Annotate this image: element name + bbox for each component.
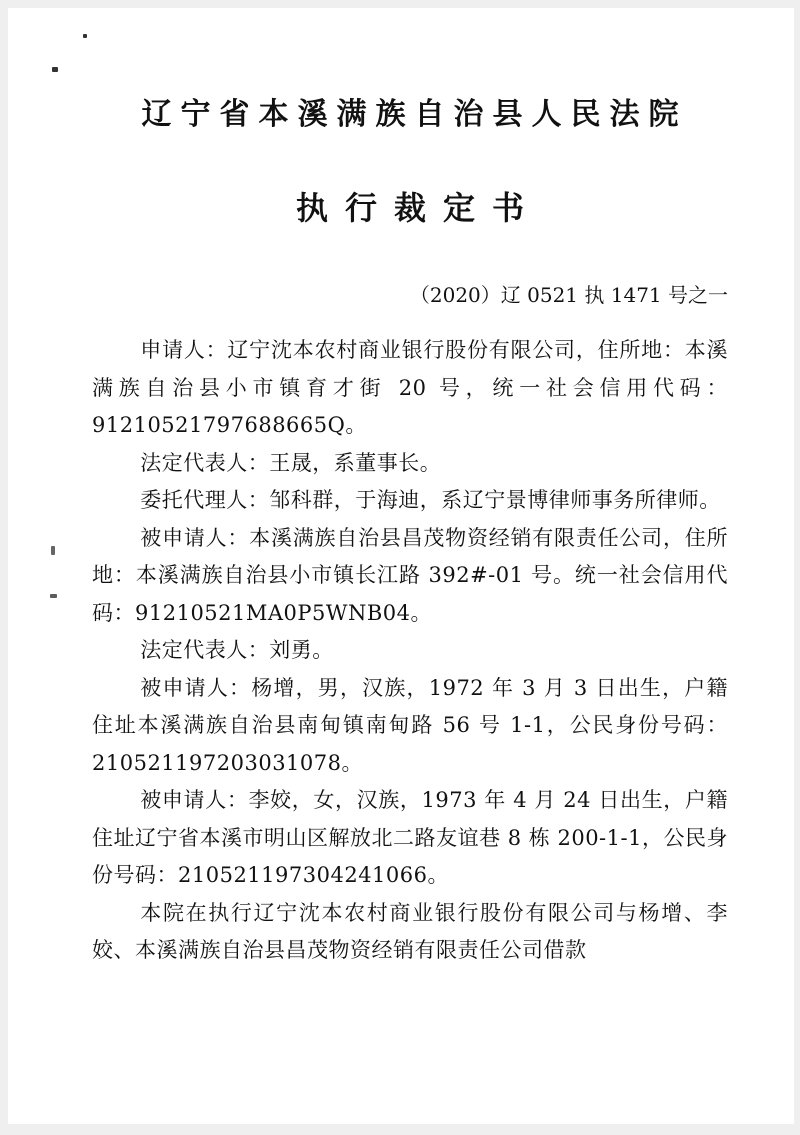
paragraph-applicant: 申请人：辽宁沈本农村商业银行股份有限公司，住所地：本溪满族自治县小市镇育才街 20 号，统一社会信用代码：91210521797688665Q。 [92, 338, 728, 437]
document-page [8, 8, 794, 1124]
paragraph-legal-representative-respondent: 法定代表人：刘勇。 [140, 638, 334, 662]
paragraph-respondent-company: 被申请人：本溪满族自治县昌茂物资经销有限责任公司，住所地：本溪满族自治县小市镇长江路 392#-01 号。统一社会信用代码：91210521MA0P5WNB04。 [92, 525, 728, 625]
court-name-heading: 辽宁省本溪满族自治县人民法院 [141, 97, 688, 132]
scan-speck [50, 594, 57, 598]
scan-speck [83, 34, 87, 38]
document-content [8, 8, 794, 970]
document-body [92, 332, 728, 970]
scan-speck [52, 67, 58, 72]
case-number: （2020）辽 0521 执 1471 号之一 [409, 283, 728, 307]
document-title: 执行裁定书 [295, 189, 541, 227]
paragraph-entrusted-agents: 委托代理人：邹科群，于海迪，系辽宁景博律师事务所律师。 [140, 488, 721, 512]
scan-speck [51, 546, 55, 555]
paragraph-legal-representative-applicant: 法定代表人：王晟，系董事长。 [140, 450, 442, 475]
paragraph-respondent-lijiao: 被申请人：李姣，女，汉族，1973 年 4 月 24 日出生，户籍住址辽宁省本溪市明山区解放北二路友谊巷 8 栋 200-1-1，公民身份号码：210521197304241066。 [92, 788, 728, 887]
paragraph-respondent-yangzeng: 被申请人：杨增，男，汉族，1972 年 3 月 3 日出生，户籍住址本溪满族自治县南甸镇南甸路 56 号 1-1，公民身份号码：210521197203031078。 [92, 675, 728, 775]
paragraph-case-background: 本院在执行辽宁沈本农村商业银行股份有限公司与杨增、李姣、本溪满族自治县昌茂物资经销有限责任公司借款 [92, 900, 728, 962]
